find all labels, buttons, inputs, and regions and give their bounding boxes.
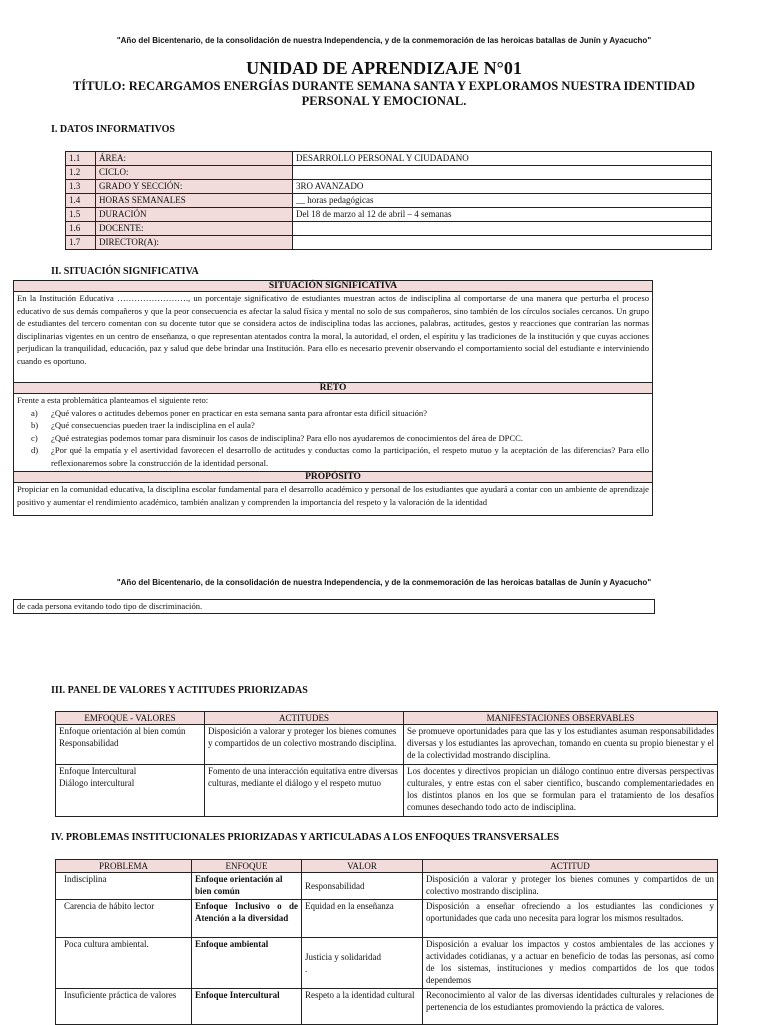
problema-cell: Carencia de hábito lector	[56, 900, 192, 938]
problemas-header-enfoque: ENFOQUE	[192, 860, 302, 873]
document-title: UNIDAD DE APRENDIZAJE N°01	[246, 58, 522, 78]
info-value-cell	[293, 166, 712, 180]
info-num-cell: 1.4	[66, 194, 96, 208]
valores-header-actitudes: ACTITUDES	[205, 712, 404, 725]
reto-item-text: ¿Por qué la empatía y el asertividad favorecen el desarrollo de actitudes y conductas como la participación, el respeto mutuo y la aceptación de las diferencias? Para ello reflexionaremos sobre la construcción de la identidad personal.	[51, 445, 649, 468]
enfoque-cell: Enfoque Intercultural	[192, 989, 302, 1025]
proposito-continuation: de cada persona evitando todo tipo de discriminación.	[13, 599, 655, 614]
enfoque-cell: Enfoque ambiental	[192, 938, 302, 989]
valor-cell: Respeto a la identidad cultural	[302, 989, 423, 1025]
document-subtitle: TÍTULO: RECARGAMOS ENERGÍAS DURANTE SEMANA SANTA Y EXPLORAMOS NUESTRA IDENTIDAD PERSONAL Y EMOCIONAL.	[72, 79, 696, 108]
table-row	[66, 236, 712, 250]
table-row	[66, 222, 712, 236]
valores-table	[55, 711, 718, 817]
reto-item-marker: b)	[31, 420, 39, 431]
valores-enfoque-cell	[56, 765, 205, 817]
valor-cell: Responsabilidad	[302, 873, 423, 900]
problema-cell: Indisciplina	[56, 873, 192, 900]
info-value-cell: 3RO AVANZADO	[293, 180, 712, 194]
actitud-cell: Disposición a valorar y proteger los bienes comunes y compartidos de un colectivo mostrando disciplina.	[423, 873, 718, 900]
problemas-header-valor: VALOR	[302, 860, 423, 873]
reto-intro: Frente a esta problemática planteamos el siguiente reto:	[17, 395, 209, 405]
problemas-header-actitud: ACTITUD	[423, 860, 718, 873]
info-num-cell: 1.3	[66, 180, 96, 194]
situacion-block	[13, 280, 653, 516]
enfoque-cell: Enfoque Inclusivo o de Atención a la diversidad	[192, 900, 302, 938]
reto-item	[17, 432, 649, 445]
valor-cell	[302, 938, 423, 989]
actitud-cell: Disposición a enseñar ofreciendo a los estudiantes las condiciones y oportunidades que cada uno necesita para lograr los mismos resultados.	[423, 900, 718, 938]
info-num-cell: 1.6	[66, 222, 96, 236]
valores-header-manifestaciones: MANIFESTACIONES OBSERVABLES	[404, 712, 718, 725]
manifestaciones-cell: Se promueve oportunidades para que las y los estudiantes asuman responsabilidades diversas y los estudiantes las aprovechan, tomando en cuenta su propio bienestar y el de la colectividad mostrando disciplina.	[404, 725, 718, 765]
proposito-text: Propiciar en la comunidad educativa, la disciplina escolar fundamental para el desarrollo académico y personal de los estudiantes que ayudará a contar con un ambiente de aprendizaje positivo y aumentar el rendimiento académico, también analizan y comprenden la importancia del respeto y la valoración de la identidad	[13, 483, 653, 516]
info-value-cell	[293, 236, 712, 250]
reto-band: RETO	[13, 382, 653, 394]
table-row	[56, 873, 718, 900]
reto-block	[13, 394, 653, 471]
enfoque-cell: Enfoque orientación al bien común	[192, 873, 302, 900]
header-motto: "Año del Bicentenario, de la consolidación de nuestra Independencia, y de la conmemoración de las heroicas batallas de Junín y Ayacucho"	[116, 36, 652, 45]
problemas-table	[55, 859, 718, 1025]
table-row	[66, 194, 712, 208]
reto-item-text: ¿Qué estrategias podemos tomar para disminuir los casos de indisciplina? Para ello nos ayudaremos de conocimientos del área de DPCC.	[51, 432, 524, 443]
table-row	[56, 765, 718, 817]
valor-text: Justicia y solidaridad	[305, 952, 381, 962]
section-problemas-heading: IV. PROBLEMAS INSTITUCIONALES PRIORIZADAS Y ARTICULADAS A LOS ENFOQUES TRANSVERSALES	[51, 832, 560, 843]
info-num-cell: 1.1	[66, 152, 96, 166]
section-situacion-heading: II. SITUACIÓN SIGNIFICATIVA	[51, 266, 199, 277]
info-value-cell: __ horas pedagógicas	[293, 194, 712, 208]
table-row	[66, 180, 712, 194]
reto-item	[17, 444, 649, 469]
problema-cell: Insuficiente práctica de valores	[56, 989, 192, 1025]
info-label-cell: DIRECTOR(A):	[96, 236, 293, 250]
section-datos-heading: I. DATOS INFORMATIVOS	[51, 124, 175, 135]
table-row	[56, 938, 718, 989]
valor-name: Diálogo intercultural	[59, 778, 135, 788]
table-row	[66, 152, 712, 166]
info-label-cell: GRADO Y SECCIÓN:	[96, 180, 293, 194]
table-row	[56, 900, 718, 938]
reto-item-marker: c)	[31, 432, 38, 443]
problema-cell: Poca cultura ambiental.	[56, 938, 192, 989]
actitudes-cell: Disposición a valorar y proteger los bienes comunes y compartidos de un colectivo mostrando disciplina.	[205, 725, 404, 765]
valor-note: .	[305, 964, 308, 974]
enfoque-name: Enfoque orientación al bien común	[59, 726, 186, 736]
proposito-band: PROPÓSITO	[13, 471, 653, 483]
situacion-band: SITUACIÓN SIGNIFICATIVA	[13, 280, 653, 292]
valores-enfoque-cell	[56, 725, 205, 765]
reto-item-marker: d)	[31, 445, 39, 456]
table-row	[56, 725, 718, 765]
section-valores-heading: III. PANEL DE VALORES Y ACTITUDES PRIORIZADAS	[51, 685, 308, 696]
valor-name: Responsabilidad	[59, 738, 119, 748]
manifestaciones-cell: Los docentes y directivos propician un diálogo continuo entre diversas perspectivas culturales, y entre estas con el saber científico, buscando complementariedades en los distintos planos en los que se formulan para el tratamiento de los desafíos comunes desechando todo acto de indisciplina.	[404, 765, 718, 817]
enfoque-name: Enfoque Intercultural	[59, 766, 137, 776]
info-num-cell: 1.5	[66, 208, 96, 222]
info-value-cell: Del 18 de marzo al 12 de abril – 4 semanas	[293, 208, 712, 222]
reto-item-text: ¿Qué consecuencias pueden traer la indisciplina en el aula?	[51, 420, 255, 431]
info-value-cell	[293, 222, 712, 236]
info-num-cell: 1.2	[66, 166, 96, 180]
problemas-header-problema: PROBLEMA	[56, 860, 192, 873]
info-num-cell: 1.7	[66, 236, 96, 250]
table-row	[66, 166, 712, 180]
info-value-cell: DESARROLLO PERSONAL Y CIUDADANO	[293, 152, 712, 166]
actitudes-cell: Fomento de una interacción equitativa entre diversas culturas, mediante el diálogo y el respeto mutuo	[205, 765, 404, 817]
info-label-cell: ÁREA:	[96, 152, 293, 166]
valor-cell: Equidad en la enseñanza	[302, 900, 423, 938]
info-label-cell: DURACIÓN	[96, 208, 293, 222]
reto-item	[17, 419, 649, 432]
table-row	[66, 208, 712, 222]
actitud-cell: Reconocimiento al valor de las diversas identidades culturales y relaciones de pertenencia de los estudiantes promoviendo la práctica de valores.	[423, 989, 718, 1025]
reto-list	[17, 407, 649, 470]
situacion-text: En la Institución Educativa ……………………., un porcentaje significativo de estudiantes muestran actos de indisciplina al comportarse de una manera que perturba el proceso educativo de sus demás compañeros y que la peor consecuencia es afectar la salud física y mental no solo de sus compañeros, sino también de los círculos sociales cercanos. Un grupo de estudiantes del tercero comentan con su docente tutor que se considera actos de indisciplina todas las acciones, palabras, actitudes, gestos y reacciones que contrarían las normas disciplinarias vigentes en un centro de enseñanza, o que representan atentados contra la moral, la autoridad, el orden, el espíritu y las tradiciones de la institución y que cuyas acciones perjudican la tranquilidad, educación, paz y salud que debe brindar una Institución. Para ello es necesario prevenir observando el comportamiento social del estudiante e interviniendo cuando es oportuno.	[13, 292, 653, 382]
info-label-cell: CICLO:	[96, 166, 293, 180]
table-row	[56, 989, 718, 1025]
reto-item-marker: a)	[31, 407, 38, 418]
reto-item	[17, 407, 649, 420]
info-label-cell: HORAS SEMANALES	[96, 194, 293, 208]
reto-item-text: ¿Qué valores o actitudes debemos poner en practicar en esta semana santa para afrontar esta difícil situación?	[51, 407, 428, 418]
header-motto-page2: "Año del Bicentenario, de la consolidación de nuestra Independencia, y de la conmemoración de las heroicas batallas de Junín y Ayacucho"	[116, 578, 652, 587]
info-label-cell: DOCENTE:	[96, 222, 293, 236]
valores-header-enfoque: EMFOQUE - VALORES	[56, 712, 205, 725]
datos-informativos-table	[65, 151, 712, 250]
actitud-cell: Disposición a evaluar los impactos y costos ambientales de las acciones y actividades cotidianas, y a actuar en beneficio de todas las personas, así como de los sistemas, instituciones y medios compartidos de los que todos dependemos	[423, 938, 718, 989]
